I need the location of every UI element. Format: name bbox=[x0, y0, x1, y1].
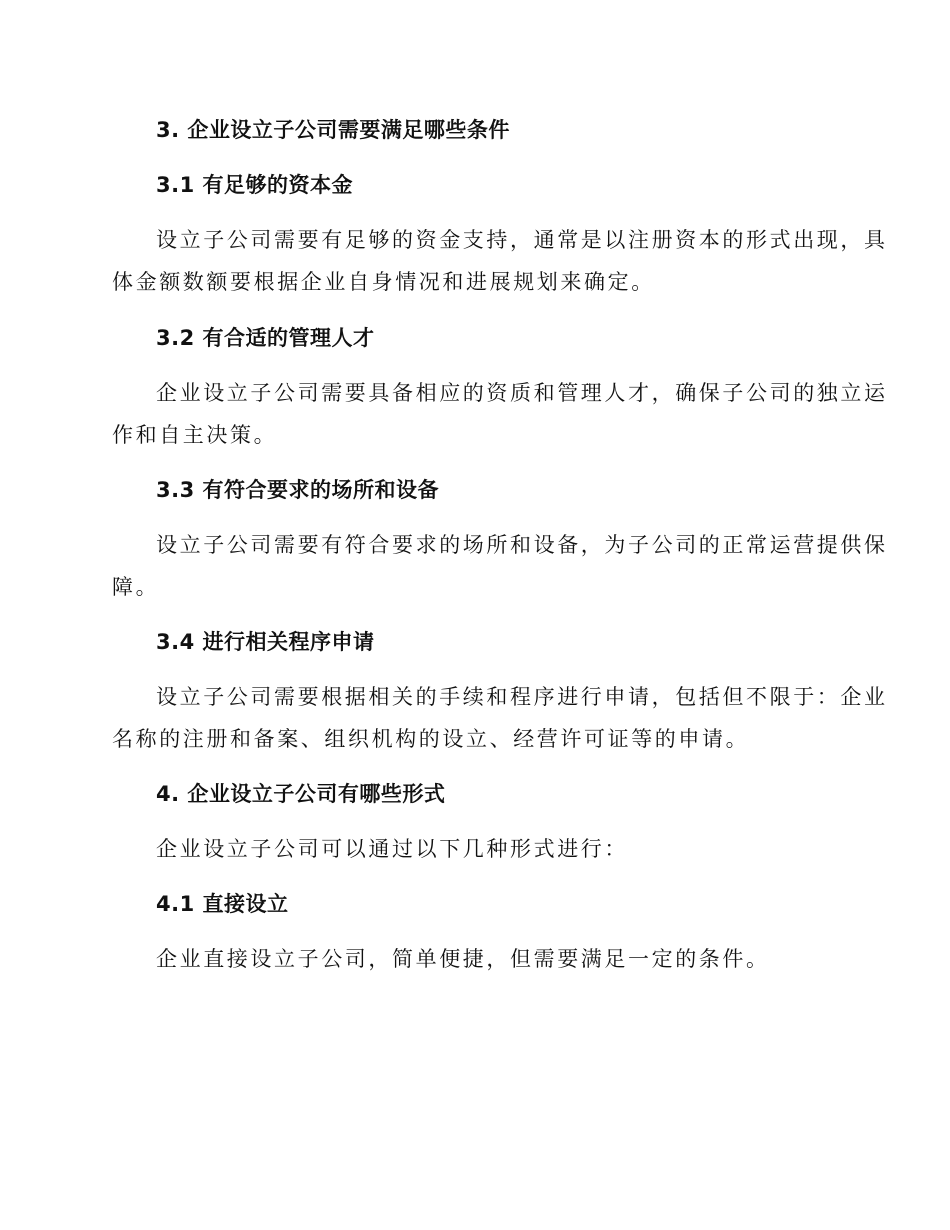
paragraph-4-1: 企业直接设立子公司，简单便捷，但需要满足一定的条件。 bbox=[156, 947, 770, 971]
subsection-heading-3-4: 3.4 进行相关程序申请 bbox=[156, 630, 375, 654]
paragraph-3-3-line-2: 障。 bbox=[112, 575, 160, 599]
paragraph-4-intro: 企业设立子公司可以通过以下几种形式进行： bbox=[156, 837, 628, 861]
subsection-heading-4-1: 4.1 直接设立 bbox=[156, 892, 289, 916]
paragraph-3-4-line-2: 名称的注册和备案、组织机构的设立、经营许可证等的申请。 bbox=[112, 727, 750, 751]
subsection-heading-3-3: 3.3 有符合要求的场所和设备 bbox=[156, 478, 440, 502]
paragraph-3-3-line-1: 设立子公司需要有符合要求的场所和设备，为子公司的正常运营提供保 bbox=[156, 533, 888, 557]
subsection-heading-3-2: 3.2 有合适的管理人才 bbox=[156, 326, 375, 350]
paragraph-3-1-line-2: 体金额数额要根据企业自身情况和进展规划来确定。 bbox=[112, 270, 655, 294]
section-heading-3: 3. 企业设立子公司需要满足哪些条件 bbox=[156, 118, 510, 142]
subsection-heading-3-1: 3.1 有足够的资本金 bbox=[156, 173, 354, 197]
paragraph-3-2-line-2: 作和自主决策。 bbox=[112, 423, 278, 447]
paragraph-3-2-line-1: 企业设立子公司需要具备相应的资质和管理人才，确保子公司的独立运 bbox=[156, 381, 888, 405]
section-heading-4: 4. 企业设立子公司有哪些形式 bbox=[156, 782, 446, 806]
paragraph-3-4-line-1: 设立子公司需要根据相关的手续和程序进行申请，包括但不限于：企业 bbox=[156, 685, 888, 709]
paragraph-3-1-line-1: 设立子公司需要有足够的资金支持，通常是以注册资本的形式出现，具 bbox=[156, 228, 888, 252]
